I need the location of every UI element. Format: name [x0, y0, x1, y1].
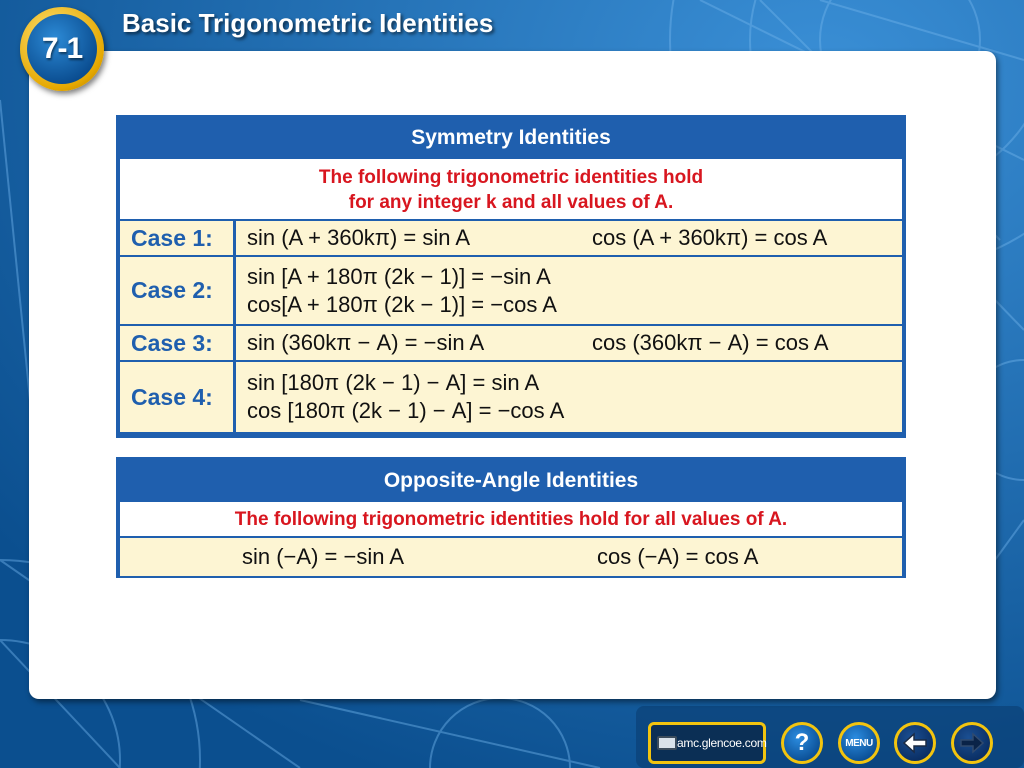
- menu-button[interactable]: [838, 722, 880, 764]
- help-button[interactable]: [781, 722, 823, 764]
- formula-sin: sin (360kπ − A) = −sin A: [247, 330, 485, 355]
- opposite-heading: Opposite-Angle Identities: [383, 468, 639, 492]
- opposite-angle-identities-table: [116, 457, 906, 578]
- case-formulas: [236, 326, 902, 360]
- next-arrow-icon: [959, 732, 985, 754]
- symmetry-intro: [120, 159, 902, 219]
- formula-sin: sin (A + 360kπ) = sin A: [247, 225, 471, 250]
- case-row-3: [120, 326, 902, 360]
- case-label: Case 4:: [120, 362, 236, 432]
- case-label: Case 2:: [120, 257, 236, 324]
- formula-sin: sin [180π (2k − 1) − A] = sin A: [247, 370, 540, 395]
- back-button[interactable]: [894, 722, 936, 764]
- next-button[interactable]: [951, 722, 993, 764]
- lesson-badge: [20, 7, 104, 91]
- case-formulas: [236, 221, 902, 255]
- symmetry-heading: Symmetry Identities: [411, 126, 611, 149]
- formula-cos: cos (A + 360kπ) = cos A: [592, 225, 828, 250]
- back-arrow-icon: [902, 732, 928, 754]
- case-row-1: [120, 221, 902, 255]
- case-formulas: [236, 362, 902, 432]
- website-label: amc.glencoe.com: [677, 736, 767, 750]
- symmetry-intro-line2: for any integer k and all values of A.: [348, 192, 674, 213]
- opposite-formulas: [120, 538, 902, 576]
- case-row-2: [120, 257, 902, 324]
- case-label: Case 1:: [120, 221, 236, 255]
- case-row-4: [120, 362, 902, 432]
- formula-cos: cos[A + 180π (2k − 1)] = −cos A: [247, 291, 557, 317]
- formula-cos: cos [180π (2k − 1) − A] = −cos A: [247, 398, 565, 423]
- menu-icon: MENU: [845, 737, 873, 749]
- laptop-icon: [657, 736, 677, 750]
- question-icon: ?: [794, 729, 810, 756]
- website-button[interactable]: [648, 722, 766, 764]
- formula-sin: sin (−A) = −sin A: [242, 544, 405, 569]
- lesson-number: 7-1: [27, 14, 97, 84]
- formula-cos: cos (−A) = cos A: [597, 544, 759, 569]
- formula-sin: sin [A + 180π (2k − 1)] = −sin A: [247, 263, 551, 289]
- case-formulas: [236, 257, 902, 324]
- case-label: Case 3:: [120, 326, 236, 360]
- opposite-intro: The following trigonometric identities hold for all values of A.: [120, 502, 902, 536]
- formula-cos: cos (360kπ − A) = cos A: [592, 330, 829, 355]
- symmetry-identities-table: [116, 115, 906, 438]
- symmetry-intro-line1: The following trigonometric identities hold: [318, 167, 704, 188]
- page-title: Basic Trigonometric Identities: [122, 8, 494, 38]
